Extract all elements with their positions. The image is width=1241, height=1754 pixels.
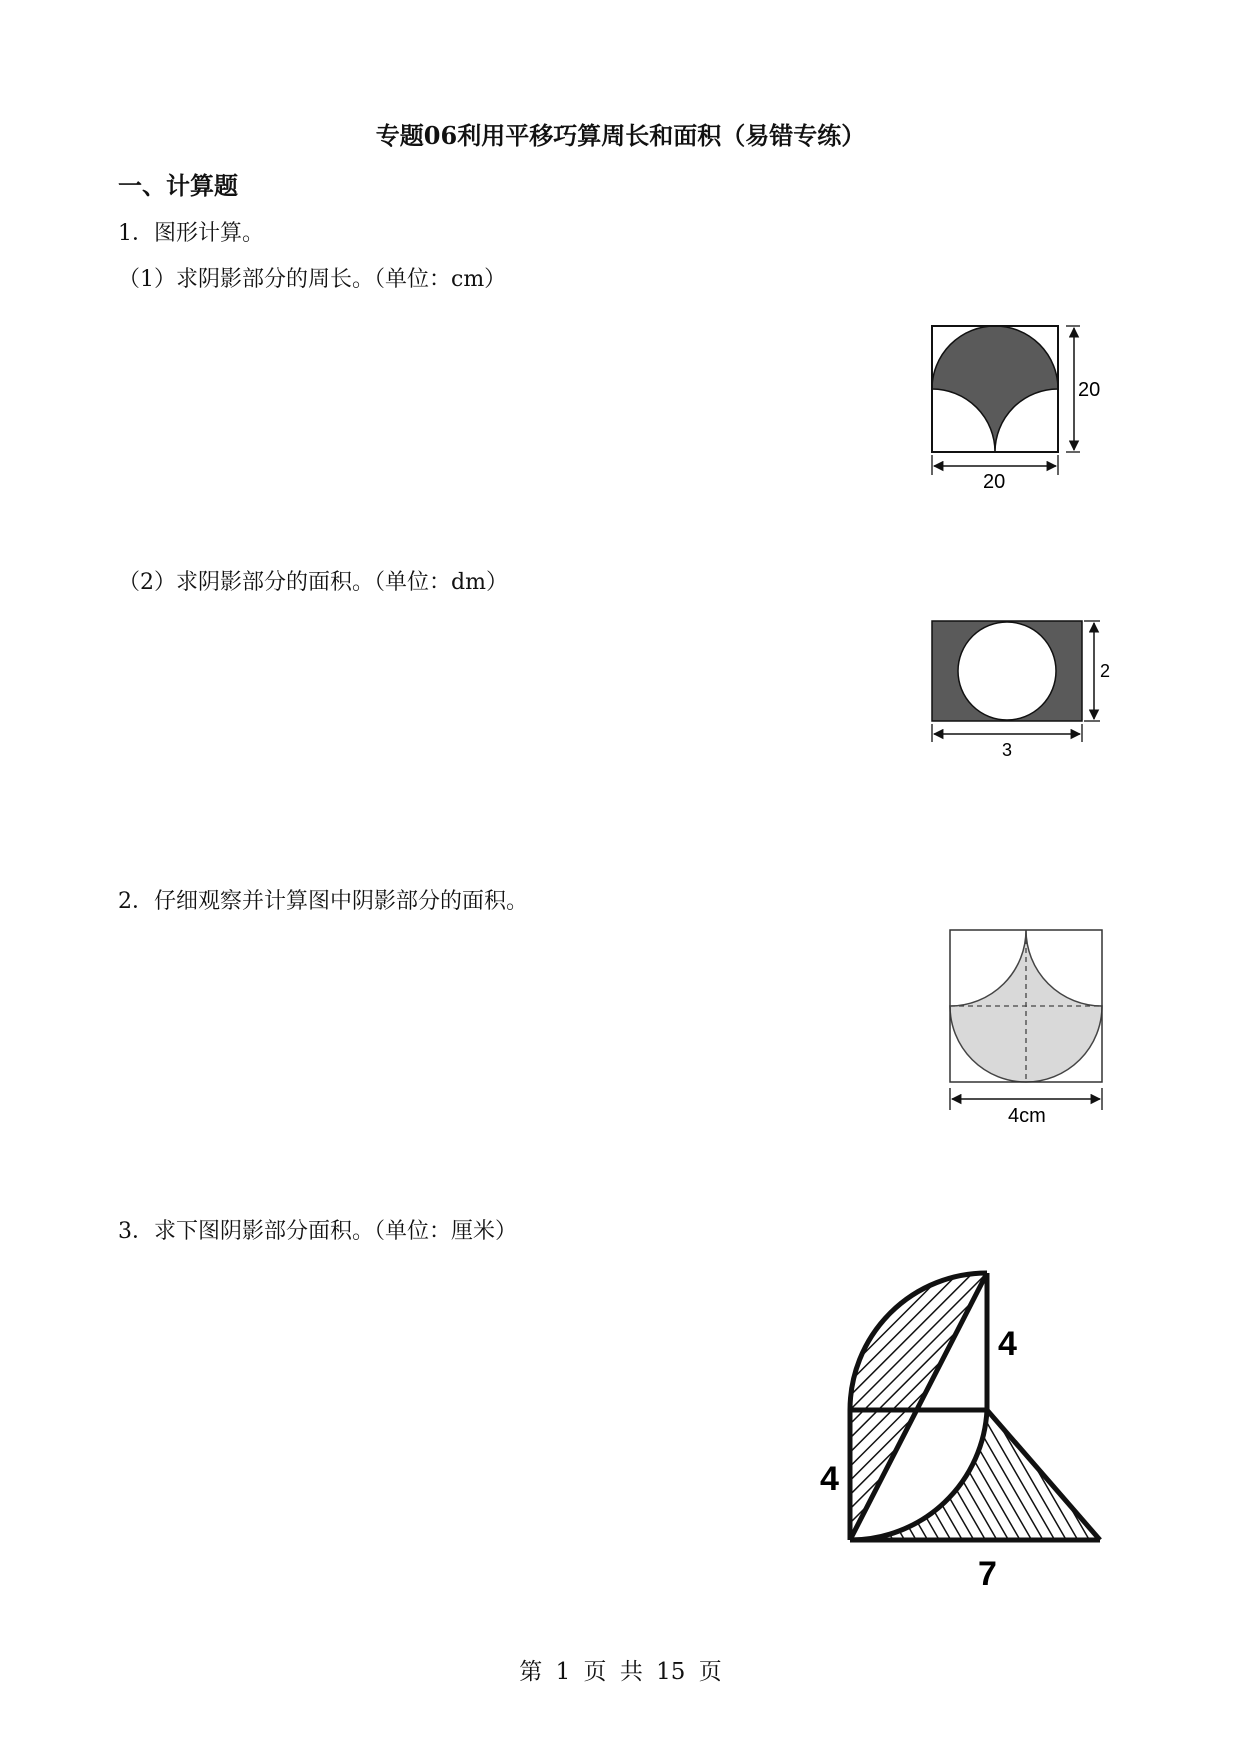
question-number: 2．: [118, 889, 154, 914]
top-label: 4: [998, 1325, 1017, 1363]
figure-3-square-semicircle: [940, 920, 1130, 1130]
page-footer: 第 1 页 共 15 页: [519, 1659, 722, 1685]
question-text: 仔细观察并计算图中阴影部分的面积。: [154, 889, 529, 914]
question-text: 图形计算。: [154, 221, 265, 246]
white-circle: [958, 622, 1056, 720]
width-label: 4cm: [1008, 1105, 1046, 1127]
question-2: [118, 884, 528, 915]
question-1: [118, 216, 264, 247]
question-3: [118, 1214, 517, 1245]
dark-shaded-arch: [932, 326, 1058, 452]
question-text: 求下图阴影部分面积。（单位：厘米）: [154, 1219, 518, 1244]
question-1-part-2: （2）求阴影部分的面积。（单位：dm）: [118, 570, 508, 595]
figure-2-rectangle-circle: [920, 610, 1120, 760]
width-label: 3: [1002, 740, 1013, 760]
bottom-label: 7: [978, 1555, 997, 1593]
figure-4-hatched-shape: [820, 1255, 1130, 1595]
width-label: 20: [983, 471, 1006, 490]
question-number: 1．: [118, 221, 154, 246]
question-1-part-1: （1）求阴影部分的周长。（单位：cm）: [118, 267, 507, 292]
figure-1-arch-square: [920, 315, 1120, 490]
height-label: 2: [1100, 661, 1111, 681]
page-title: 专题06利用平移巧算周长和面积（易错专练）: [375, 121, 866, 150]
left-label: 4: [820, 1460, 839, 1498]
height-label: 20: [1078, 379, 1101, 401]
section-heading: 一、计算题: [118, 172, 238, 200]
question-number: 3．: [118, 1219, 154, 1244]
